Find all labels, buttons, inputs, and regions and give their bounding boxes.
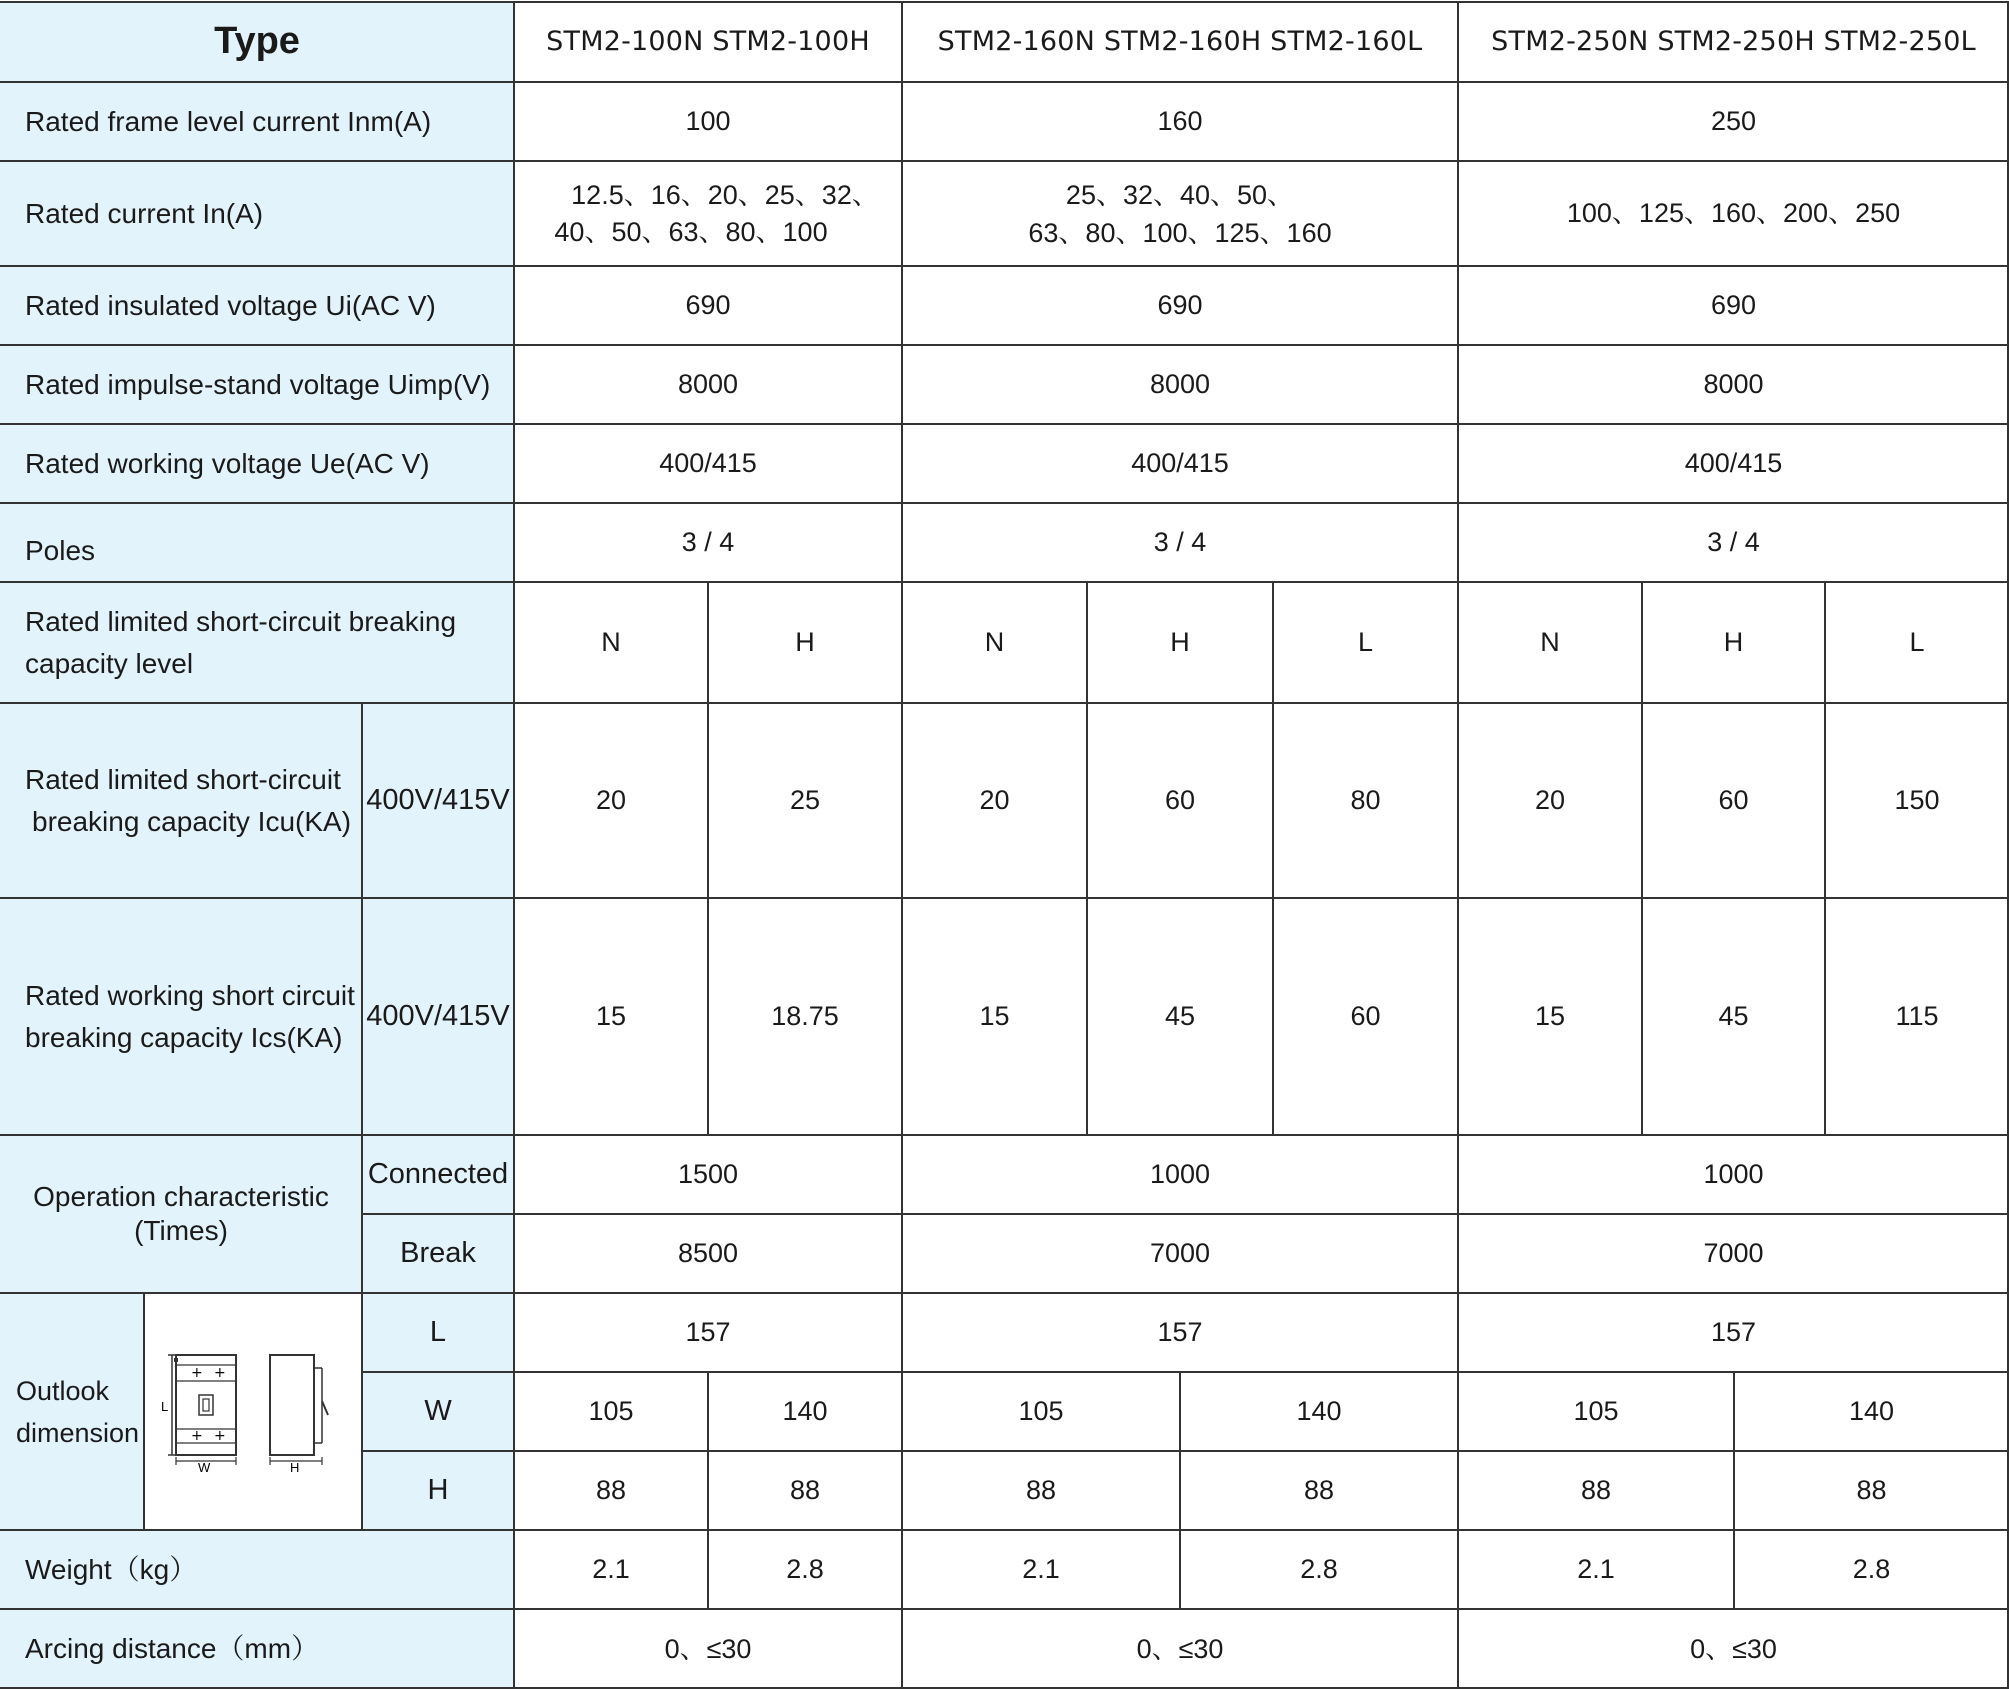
connected-160: 1000 [1149,1159,1211,1190]
level-cell: L [1357,627,1374,658]
grid-line [0,81,2009,83]
type-header: Type [0,2,514,82]
impulse-voltage-250: 8000 [1703,369,1764,400]
breaker-dimension-drawing [144,1293,362,1530]
outlook-h-label: H [362,1451,514,1530]
outlook-w-label: W [362,1372,514,1451]
outlook-l-label: L [362,1293,514,1372]
outlook-h-cell: 88 [1303,1475,1335,1506]
outlook-h-cell: 88 [1856,1475,1887,1506]
icu-voltage: 400V/415V [362,703,514,898]
label-breaking-level-line1: Rated limited short-circuit breaking [25,605,457,637]
grid-line [0,1,2009,3]
label-impulse-voltage: Rated impulse-stand voltage Uimp(V) [0,345,514,424]
grid-line [707,1372,709,1609]
ics-cell: 45 [1164,1001,1196,1032]
outlook-h-cell: 88 [1025,1475,1057,1506]
grid-line [1641,582,1643,1135]
ics-cell: 18.75 [771,1001,839,1032]
icu-cell: 25 [789,785,821,816]
grid-line [0,160,2009,162]
label-frame-current: Rated frame level current Inm(A) [0,82,514,161]
level-cell: N [984,627,1005,658]
ics-cell: 15 [595,1001,627,1032]
ics-cell: 60 [1350,1001,1381,1032]
grid-line [362,1371,2009,1373]
grid-line [361,703,363,1530]
grid-line [143,1293,145,1530]
arcing-160: 0、≤30 [1136,1633,1224,1664]
icu-cell: 20 [595,785,627,816]
icu-cell: 20 [979,785,1010,816]
poles-100: 3 / 4 [681,527,735,558]
arcing-250: 0、≤30 [1690,1633,1777,1664]
label-operation [0,1135,362,1293]
rated-current-160-line1: 25、32、40、50、 [1065,179,1295,210]
icu-cell: 20 [1534,785,1566,816]
label-operation-line2: (Times) [134,1215,228,1246]
weight-cell: 2.8 [1300,1554,1338,1585]
icu-cell: 150 [1894,785,1940,816]
weight-cell: 2.8 [786,1554,824,1585]
outlook-w-cell: 105 [588,1396,634,1427]
outlook-l-100: 157 [685,1317,731,1348]
grid-line [0,1134,2009,1136]
weight-cell: 2.8 [1852,1554,1891,1585]
label-icu-line2: breaking capacity Icu(KA) [32,805,352,837]
outlook-w-cell: 105 [1573,1396,1619,1427]
arcing-100: 0、≤30 [664,1633,752,1664]
weight-cell: 2.1 [1577,1554,1615,1585]
outlook-diagram [144,1293,362,1530]
connected-label: Connected [362,1135,514,1214]
grid-line [0,344,2009,346]
svg-text:+: + [214,1428,226,1444]
grid-line [0,897,2009,899]
label-outlook-line2: dimension [16,1417,140,1448]
label-working-voltage: Rated working voltage Ue(AC V) [0,424,514,503]
rated-current-100-line1: 12.5、16、20、25、32、 [571,180,879,211]
working-voltage-160: 400/415 [1131,448,1229,479]
label-icu [0,703,362,898]
label-outlook [0,1293,144,1530]
working-voltage-250: 400/415 [1684,448,1783,479]
working-voltage-100: 400/415 [659,448,757,479]
outlook-l-160: 157 [1157,1317,1203,1348]
level-cell: H [1170,627,1190,658]
label-breaking-level-line2: capacity level [25,647,194,679]
break-160: 7000 [1149,1238,1211,1269]
impulse-voltage-100: 8000 [677,369,739,400]
grid-line [362,1450,2009,1452]
label-ics-line1: Rated working short circuit [25,979,355,1011]
ics-cell: 45 [1718,1001,1749,1032]
connected-100: 1500 [677,1159,739,1190]
frame-current-250: 250 [1710,106,1757,137]
insulated-voltage-100: 690 [685,290,731,321]
rated-current-250: 100、125、160、200、250 [1566,198,1901,229]
diagram-w-label: W [198,1460,211,1475]
grid-line [1824,582,1826,1135]
level-cell: H [1723,627,1744,658]
icu-cell: 60 [1164,785,1196,816]
weight-cell: 2.1 [592,1554,630,1585]
header-group-100: STM2-100N STM2-100H [546,25,870,57]
poles-160: 3 / 4 [1153,527,1207,558]
grid-line [0,1529,2009,1531]
outlook-w-cell: 140 [1848,1396,1895,1427]
outlook-w-cell: 105 [1018,1396,1064,1427]
label-operation-line1: Operation characteristic [33,1181,329,1212]
insulated-voltage-250: 690 [1710,290,1757,321]
grid-line [0,1608,2009,1610]
svg-text:+: + [214,1365,226,1381]
svg-text:+: + [191,1428,203,1444]
label-ics-line2: breaking capacity Ics(KA) [25,1021,343,1053]
rated-current-160 [902,161,1458,266]
ics-cell: 15 [979,1001,1010,1032]
outlook-h-cell: 88 [595,1475,627,1506]
ics-voltage: 400V/415V [362,898,514,1135]
label-rated-current: Rated current In(A) [0,161,514,266]
label-weight: Weight（kg） [0,1530,514,1609]
label-poles: Poles [0,503,514,582]
label-insulated-voltage: Rated insulated voltage Ui(AC V) [0,266,514,345]
diagram-l-label: L [161,1399,169,1414]
grid-line [513,1,515,1689]
label-breaking-level [0,582,514,703]
svg-text:+: + [191,1365,203,1381]
outlook-h-cell: 88 [789,1475,821,1506]
grid-line [901,1,903,1689]
outlook-w-cell: 140 [782,1396,828,1427]
header-group-160: STM2-160N STM2-160H STM2-160L [937,25,1423,57]
grid-line [707,582,709,1135]
grid-line [0,265,2009,267]
break-label: Break [362,1214,514,1293]
grid-line [0,702,2009,704]
icu-cell: 80 [1350,785,1381,816]
outlook-l-250: 157 [1710,1317,1757,1348]
outlook-h-cell: 88 [1580,1475,1612,1506]
connected-250: 1000 [1703,1159,1764,1190]
icu-cell: 60 [1718,785,1749,816]
weight-cell: 2.1 [1022,1554,1060,1585]
poles-250: 3 / 4 [1707,527,1760,558]
grid-line [362,1213,2009,1215]
rated-current-100 [514,161,902,266]
break-250: 7000 [1703,1238,1764,1269]
grid-line [0,1292,2009,1294]
insulated-voltage-160: 690 [1157,290,1203,321]
level-cell: H [795,627,815,658]
break-100: 8500 [677,1238,739,1269]
label-outlook-line1: Outlook [16,1375,110,1406]
grid-line [0,581,2009,583]
grid-line [1179,1372,1181,1609]
frame-current-100: 100 [685,106,731,137]
frame-current-160: 160 [1157,106,1203,137]
grid-line [0,423,2009,425]
impulse-voltage-160: 8000 [1149,369,1211,400]
outlook-w-cell: 140 [1296,1396,1342,1427]
grid-line [1733,1372,1735,1609]
level-cell: N [1540,627,1560,658]
diagram-h-label: H [290,1460,300,1475]
grid-line [1457,1,1459,1689]
grid-line [1272,582,1274,1135]
level-cell: N [601,627,621,658]
header-group-250: STM2-250N STM2-250H STM2-250L [1491,25,1976,57]
rated-current-160-line2: 63、80、100、125、160 [1028,217,1332,248]
label-arcing: Arcing distance（mm） [0,1609,514,1689]
level-cell: L [1909,627,1925,658]
label-ics [0,898,362,1135]
ics-cell: 115 [1895,1001,1939,1032]
grid-line [1086,582,1088,1135]
ics-cell: 15 [1534,1001,1566,1032]
rated-current-100-line2: 40、50、63、80、100 [554,216,828,247]
grid-line [0,502,2009,504]
label-icu-line1: Rated limited short-circuit [25,763,341,795]
